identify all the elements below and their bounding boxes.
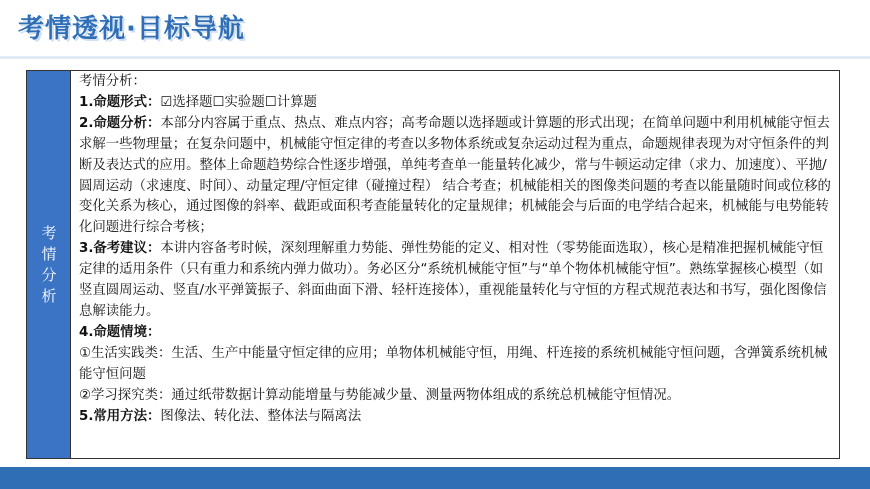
section-advice <box>79 239 833 323</box>
row-label <box>27 223 71 307</box>
row-label-cell <box>27 71 71 458</box>
section-analysis-text: 本部分内容属于重点、热点、难点内容；高考命题以选择题或计算题的形式出现；在简单问题中利用机械能守恒去求解一些物理量；在复杂问题中，机械能守恒定律的考查以多物体系统或复杂运动过程为重点，命题规律表现为对守恒条件的判断及表达式的应用。整体上命题趋势综合性逐步增强，单纯考查单一能量转化减少，常与牛顿运动定律（求力、加速度）、平抛/圆周运动（求速度、时间）、动量定理/守恒定律（碰撞过程） 结合考查；机械能相关的图像类问题的考查以能量随时间或位移的变化关系为核心，通过图像的斜率、截距或面积考查能量转化的定量规律；机械能会与后面的电学结合起来，机械能与电势能转化问题进行综合考核； <box>79 115 831 236</box>
section-methods-text: 图像法、转化法、整体法与隔离法 <box>160 408 362 424</box>
page-title: 考情透视·目标导航 <box>18 14 245 44</box>
header <box>0 0 870 56</box>
section-form-text: ☑选择题☐实验题☐计算题 <box>160 94 317 110</box>
analysis-table <box>26 70 840 459</box>
row-label-char: 分 <box>41 265 57 284</box>
row-label-char: 析 <box>41 286 57 305</box>
section-advice-label: 3.备考建议： <box>79 241 161 257</box>
section-advice-text: 本讲内容备考时候，深刻理解重力势能、弹性势能的定义、相对性（零势能面选取），核心是精准把握机械能守恒定律的适用条件（只有重力和系统内弹力做功）。务必区分“系统机械能守恒”与“单个物体机械能守恒”。熟练掌握核心模型（如竖直圆周运动、竖直/水平弹簧振子、斜面曲面下滑、轻杆连接体），重视能量转化与守恒的方程式规范表达和书写，强化图像信息解读能力。 <box>79 241 827 319</box>
context-life: ①生活实践类：生活、生产中能量守恒定律的应用；单物体机械能守恒，用绳、杆连接的系统机械能守恒问题，含弹簧系统机械能守恒问题 <box>79 345 828 382</box>
section-context <box>79 323 833 344</box>
section-form-label: 1.命题形式： <box>79 94 161 110</box>
row-label-char: 考 <box>41 223 57 242</box>
section-form <box>79 93 833 114</box>
header-divider <box>0 56 870 59</box>
row-label-char: 情 <box>41 244 57 263</box>
footer-bar <box>0 467 870 489</box>
section-analysis <box>79 114 833 239</box>
analysis-content <box>79 72 833 427</box>
context-study: ②学习探究类：通过纸带数据计算动能增量与势能减少量、测量两物体组成的系统总机械能守恒情况。 <box>79 387 681 403</box>
section-methods <box>79 407 833 428</box>
section-analysis-label: 2.命题分析： <box>79 115 161 131</box>
section-context-label: 4.命题情境： <box>79 324 161 340</box>
section-methods-label: 5.常用方法： <box>79 408 161 424</box>
content-heading: 考情分析： <box>79 74 146 89</box>
